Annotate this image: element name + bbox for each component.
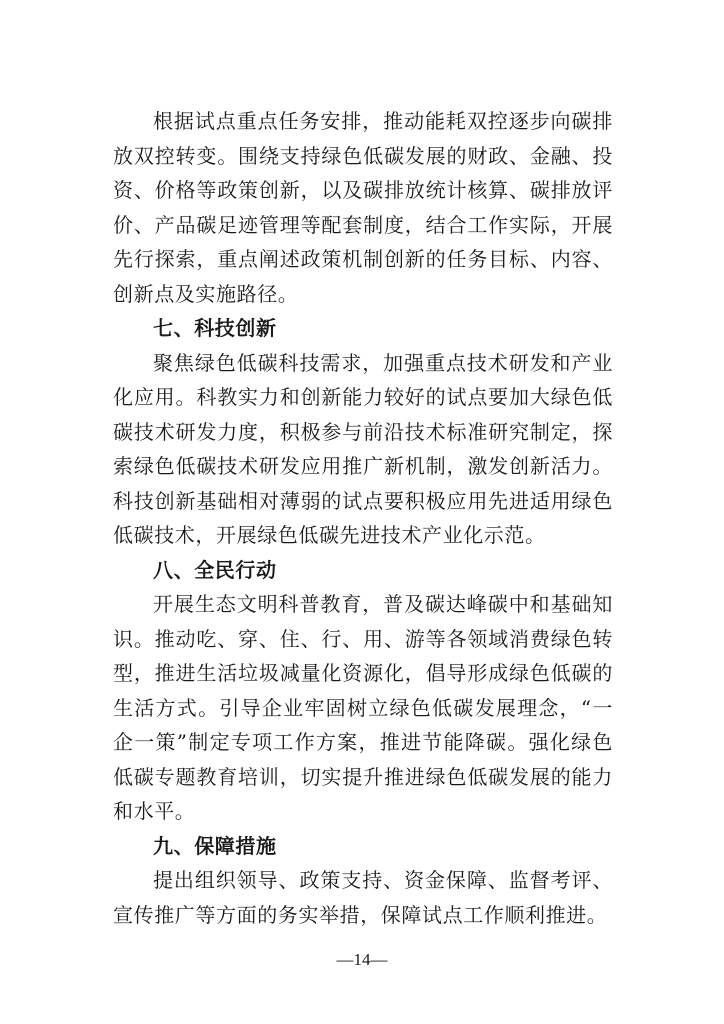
section-heading-safeguards: 九、保障措施 (153, 833, 277, 858)
page-number: —14— (336, 950, 388, 969)
document-body (113, 104, 613, 932)
section-heading-public-action: 八、全民行动 (153, 557, 277, 582)
section-body-public-action: 开展生态文明科普教育，普及碳达峰碳中和基础知识。推动吃、穿、住、行、用、游等各领域消费绿色转型，推进生活垃圾减量化资源化，倡导形成绿色低碳的生活方式。引导企业牢固树立绿色低碳发展理念，“一企一策”制定专项工作方案，推进节能降碳。强化绿色低碳专题教育培训，切实提升推进绿色低碳发展的能力和水平。 (113, 592, 613, 823)
section-body-safeguards: 提出组织领导、政策支持、资金保障、监督考评、宣传推广等方面的务实举措，保障试点工作顺利推进。 (113, 868, 613, 927)
section-body-tech-innovation: 聚焦绿色低碳科技需求，加强重点技术研发和产业化应用。科教实力和创新能力较好的试点要加大绿色低碳技术研发力度，积极参与前沿技术标准研究制定，探索绿色低碳技术研发应用推广新机制，激发创新活力。科技创新基础相对薄弱的试点要积极应用先进适用绿色低碳技术，开展绿色低碳先进技术产业化示范。 (113, 350, 613, 547)
intro-paragraph: 根据试点重点任务安排，推动能耗双控逐步向碳排放双控转变。围绕支持绿色低碳发展的财政、金融、投资、价格等政策创新，以及碳排放统计核算、碳排放评价、产品碳足迹管理等配套制度，结合工作实际，开展先行探索，重点阐述政策机制创新的任务目标、内容、创新点及实施路径。 (113, 109, 613, 306)
section-heading-tech-innovation: 七、科技创新 (153, 316, 277, 340)
